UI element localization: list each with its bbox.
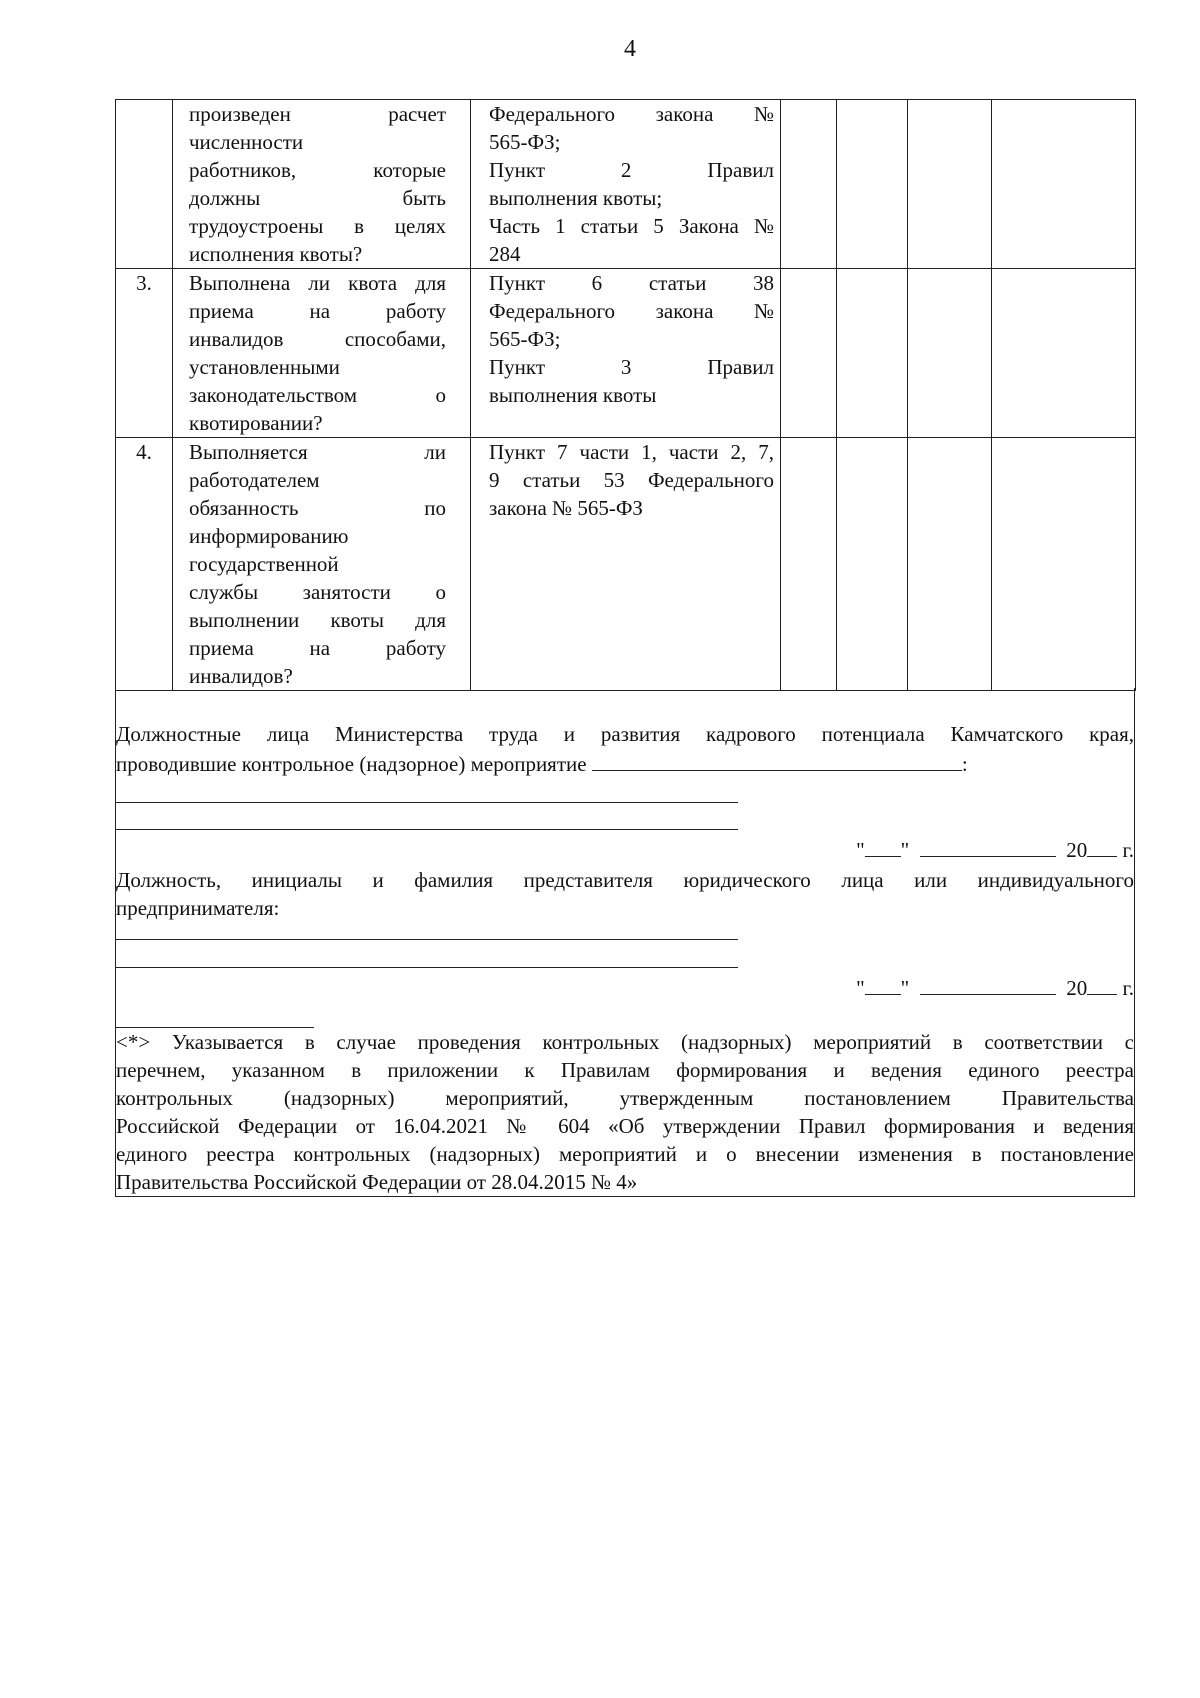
basis-line: 565-ФЗ; (489, 327, 561, 351)
question-line: обязанность по (189, 496, 446, 520)
day-field[interactable] (865, 972, 901, 995)
footnote-line: единого реестра контрольных (надзорных) мероприятий и о внесении изменения в постановление (116, 1142, 1134, 1166)
quote: " (900, 976, 910, 1000)
question-line: выполнении квоты для (189, 608, 446, 632)
representative-signature-line[interactable] (116, 967, 738, 968)
question-line: работодателем (189, 468, 320, 492)
colon: : (961, 752, 968, 776)
footnote-line: <*> Указывается в случае проведения контрольных (надзорных) мероприятий в соответствии с (116, 1030, 1134, 1054)
answer-yes-cell[interactable] (781, 100, 837, 269)
officials-block (116, 720, 1134, 778)
question-line: работников, которые (189, 158, 446, 182)
event-name-field[interactable] (592, 748, 962, 771)
signature-section (115, 688, 1135, 1197)
question-line: Выполнена ли квота для (189, 271, 446, 295)
quote: " (856, 838, 865, 862)
date-row (856, 972, 1134, 1002)
basis-line: Пункт 3 Правил (489, 355, 774, 379)
question-line: трудоустроены в целях (189, 214, 446, 238)
checklist-table (115, 99, 1136, 691)
quote: " (900, 838, 910, 862)
question-line: инвалидов? (189, 664, 293, 688)
question-line: численности (189, 130, 304, 154)
question-line: произведен расчет (189, 102, 446, 126)
question-cell (173, 438, 471, 691)
answer-yes-cell[interactable] (781, 438, 837, 691)
answer-na-cell[interactable] (908, 438, 992, 691)
footnote-line: Правительства Российской Федерации от 28.04.2015 № 4» (116, 1170, 638, 1194)
row-number (116, 100, 173, 269)
basis-line: Федерального закона № (489, 102, 774, 126)
question-line: должны быть (189, 186, 446, 210)
representative-block (116, 866, 1134, 922)
note-cell[interactable] (992, 100, 1136, 269)
month-field[interactable] (920, 972, 1056, 995)
year-prefix: 20 (1066, 838, 1088, 862)
question-line: Выполняется ли (189, 440, 446, 464)
basis-line: 9 статьи 53 Федерального (489, 468, 774, 492)
answer-na-cell[interactable] (908, 269, 992, 438)
row-number: 3. (116, 269, 173, 438)
official-signature-line[interactable] (116, 829, 738, 830)
row-number: 4. (116, 438, 173, 691)
question-cell (173, 269, 471, 438)
basis-line: Федерального закона № (489, 299, 774, 323)
question-line: государственной (189, 552, 339, 576)
answer-no-cell[interactable] (837, 100, 908, 269)
question-line: законодательством о (189, 383, 446, 407)
year-field[interactable] (1087, 834, 1117, 857)
basis-line: Пункт 6 статьи 38 (489, 271, 774, 295)
basis-line: выполнения квоты; (489, 186, 663, 210)
note-cell[interactable] (992, 438, 1136, 691)
footnote (116, 1028, 1134, 1196)
officials-line: Должностные лица Министерства труда и развития кадрового потенциала Камчатского края, (116, 722, 1134, 746)
question-line: службы занятости о (189, 580, 446, 604)
officials-line (116, 748, 1134, 778)
table-row (116, 100, 1136, 269)
footnote-line: контрольных (надзорных) мероприятий, утвержденным постановлением Правительства (116, 1086, 1134, 1110)
year-prefix: 20 (1066, 976, 1088, 1000)
question-line: установленными (189, 355, 340, 379)
quote: " (856, 976, 865, 1000)
answer-na-cell[interactable] (908, 100, 992, 269)
representative-signature-line[interactable] (116, 939, 738, 940)
basis-line: Пункт 2 Правил (489, 158, 774, 182)
date-row (856, 834, 1134, 864)
officials-label: проводившие контрольное (надзорное) мероприятие (116, 752, 587, 776)
footnote-line: перечнем, указанном в приложении к Правилам формирования и ведения единого реестра (116, 1058, 1134, 1082)
legal-basis-cell (471, 438, 781, 691)
month-field[interactable] (920, 834, 1056, 857)
question-line: информированию (189, 524, 349, 548)
question-line: инвалидов способами, (189, 327, 446, 351)
legal-basis-cell (471, 269, 781, 438)
day-field[interactable] (865, 834, 901, 857)
answer-yes-cell[interactable] (781, 269, 837, 438)
basis-line: Часть 1 статьи 5 Закона № (489, 214, 774, 238)
year-suffix: г. (1122, 838, 1134, 862)
year-field[interactable] (1087, 972, 1117, 995)
table-row (116, 438, 1136, 691)
answer-no-cell[interactable] (837, 438, 908, 691)
year-suffix: г. (1122, 976, 1134, 1000)
representative-line: Должность, инициалы и фамилия представителя юридического лица или индивидуального (116, 868, 1134, 892)
representative-line: предпринимателя: (116, 896, 280, 920)
answer-no-cell[interactable] (837, 269, 908, 438)
legal-basis-cell (471, 100, 781, 269)
basis-line: выполнения квоты (489, 383, 657, 407)
basis-line: 284 (489, 242, 521, 266)
basis-line: 565-ФЗ; (489, 130, 561, 154)
basis-line: закона № 565-ФЗ (489, 496, 643, 520)
official-signature-line[interactable] (116, 802, 738, 803)
question-line: приема на работу (189, 636, 446, 660)
basis-line: Пункт 7 части 1, части 2, 7, (489, 440, 774, 464)
page-number: 4 (624, 36, 636, 62)
question-line: исполнения квоты? (189, 242, 363, 266)
question-line: приема на работу (189, 299, 446, 323)
table-row (116, 269, 1136, 438)
footnote-line: Российской Федерации от 16.04.2021 № 604 «Об утверждении Правил формирования и ведения (116, 1114, 1134, 1138)
question-line: квотировании? (189, 411, 323, 435)
question-cell (173, 100, 471, 269)
note-cell[interactable] (992, 269, 1136, 438)
